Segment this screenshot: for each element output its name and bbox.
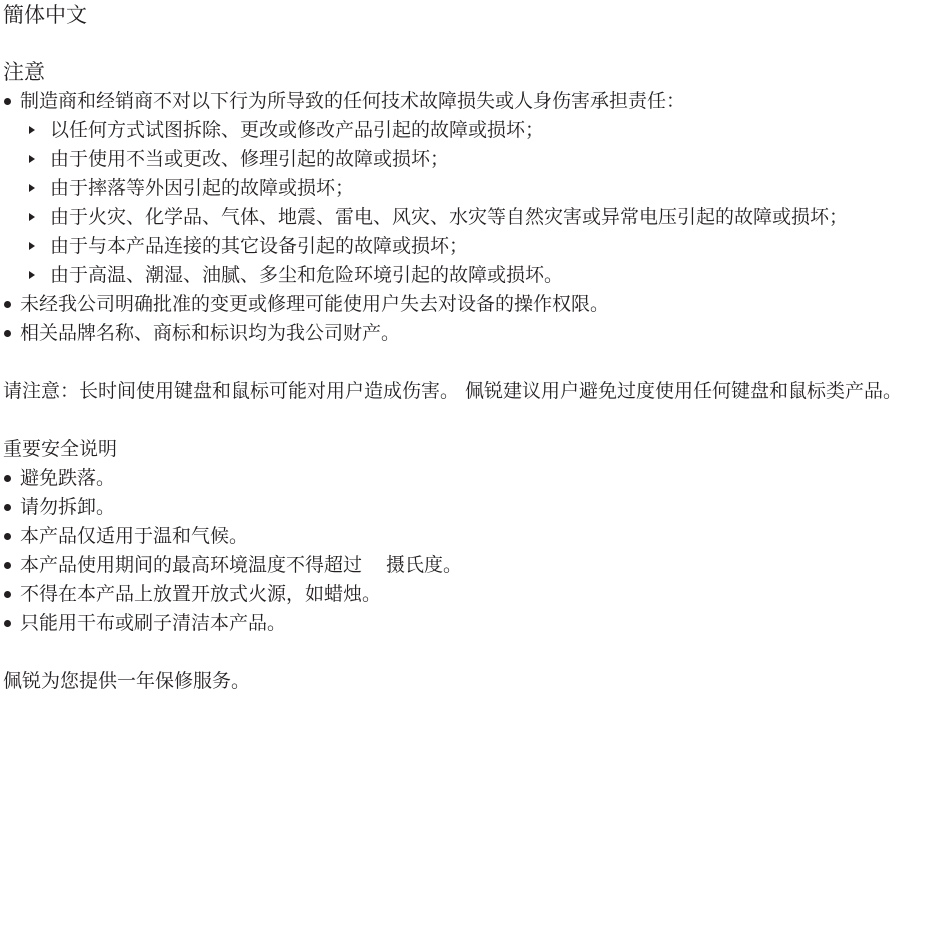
manual-page	[3, 0, 943, 696]
list-item	[3, 464, 943, 493]
list-item	[3, 580, 943, 609]
list-item	[3, 551, 943, 580]
bullet-icon	[3, 551, 20, 580]
triangle-bullet-icon	[27, 203, 50, 232]
bullet-icon	[3, 580, 20, 609]
sub-list-item	[3, 174, 943, 203]
temperature-text-after: 摄氏度。	[386, 554, 463, 576]
bullet-icon	[3, 87, 20, 116]
safety-item-drop: 避免跌落。	[20, 467, 116, 489]
sub-item-drop: 由于摔落等外因引起的故障或损坏；	[50, 177, 355, 199]
bullet-icon	[3, 493, 20, 522]
bullet-icon	[3, 609, 20, 638]
safety-item-flame: 不得在本产品上放置开放式火源，如蜡烛。	[20, 583, 382, 605]
sub-item-disassembly: 以任何方式试图拆除、更改或修改产品引起的故障或损坏；	[50, 119, 545, 141]
safety-item-temperature	[20, 551, 943, 580]
safety-title: 重要安全说明	[3, 438, 118, 460]
safety-item-cleaning: 只能用干布或刷子清洁本产品。	[20, 612, 287, 634]
list-item	[3, 522, 943, 551]
sub-item-natural-disaster: 由于火灾、化学品、气体、地震、雷电、风灾、水灾等自然灾害或异常电压引起的故障或损坏；	[50, 206, 849, 228]
sub-item-misuse: 由于使用不当或更改、修理引起的故障或损坏；	[50, 148, 450, 170]
triangle-bullet-icon	[27, 232, 50, 261]
sub-list-item	[3, 116, 943, 145]
sub-item-connected-device: 由于与本产品连接的其它设备引起的故障或损坏；	[50, 235, 469, 257]
list-item	[3, 319, 943, 348]
list-item	[3, 493, 943, 522]
bullet-icon	[3, 522, 20, 551]
language-label: 簡体中文	[3, 3, 87, 27]
bullet-icon	[3, 464, 20, 493]
notice-item-trademarks: 相关品牌名称、商标和标识均为我公司财产。	[20, 322, 401, 344]
sub-list-item	[3, 261, 943, 290]
bullet-icon	[3, 319, 20, 348]
health-notice: 请注意：长时间使用键盘和鼠标可能对用户造成伤害。 佩锐建议用户避免过度使用任何键盘和鼠标类产品。	[3, 380, 903, 402]
safety-item-climate: 本产品仅适用于温和气候。	[20, 525, 249, 547]
list-item	[3, 609, 943, 638]
triangle-bullet-icon	[27, 116, 50, 145]
list-item	[3, 290, 943, 319]
list-item	[3, 87, 943, 116]
sub-list-item	[3, 145, 943, 174]
sub-list-item	[3, 203, 943, 232]
sub-item-environment: 由于高温、潮湿、油腻、多尘和危险环境引起的故障或损坏。	[50, 264, 564, 286]
triangle-bullet-icon	[27, 261, 50, 290]
notice-item-liability: 制造商和经销商不对以下行为所导致的任何技术故障损失或人身伤害承担责任：	[20, 90, 686, 112]
notice-item-modification: 未经我公司明确批准的变更或修理可能使用户失去对设备的操作权限。	[20, 293, 610, 315]
bullet-icon	[3, 290, 20, 319]
triangle-bullet-icon	[27, 145, 50, 174]
warranty-statement: 佩锐为您提供一年保修服务。	[3, 670, 251, 692]
triangle-bullet-icon	[27, 174, 50, 203]
sub-list-item	[3, 232, 943, 261]
safety-item-disassemble: 请勿拆卸。	[20, 496, 116, 518]
temperature-text-before: 本产品使用期间的最高环境温度不得超过	[20, 554, 363, 576]
notice-title: 注意	[3, 60, 45, 84]
